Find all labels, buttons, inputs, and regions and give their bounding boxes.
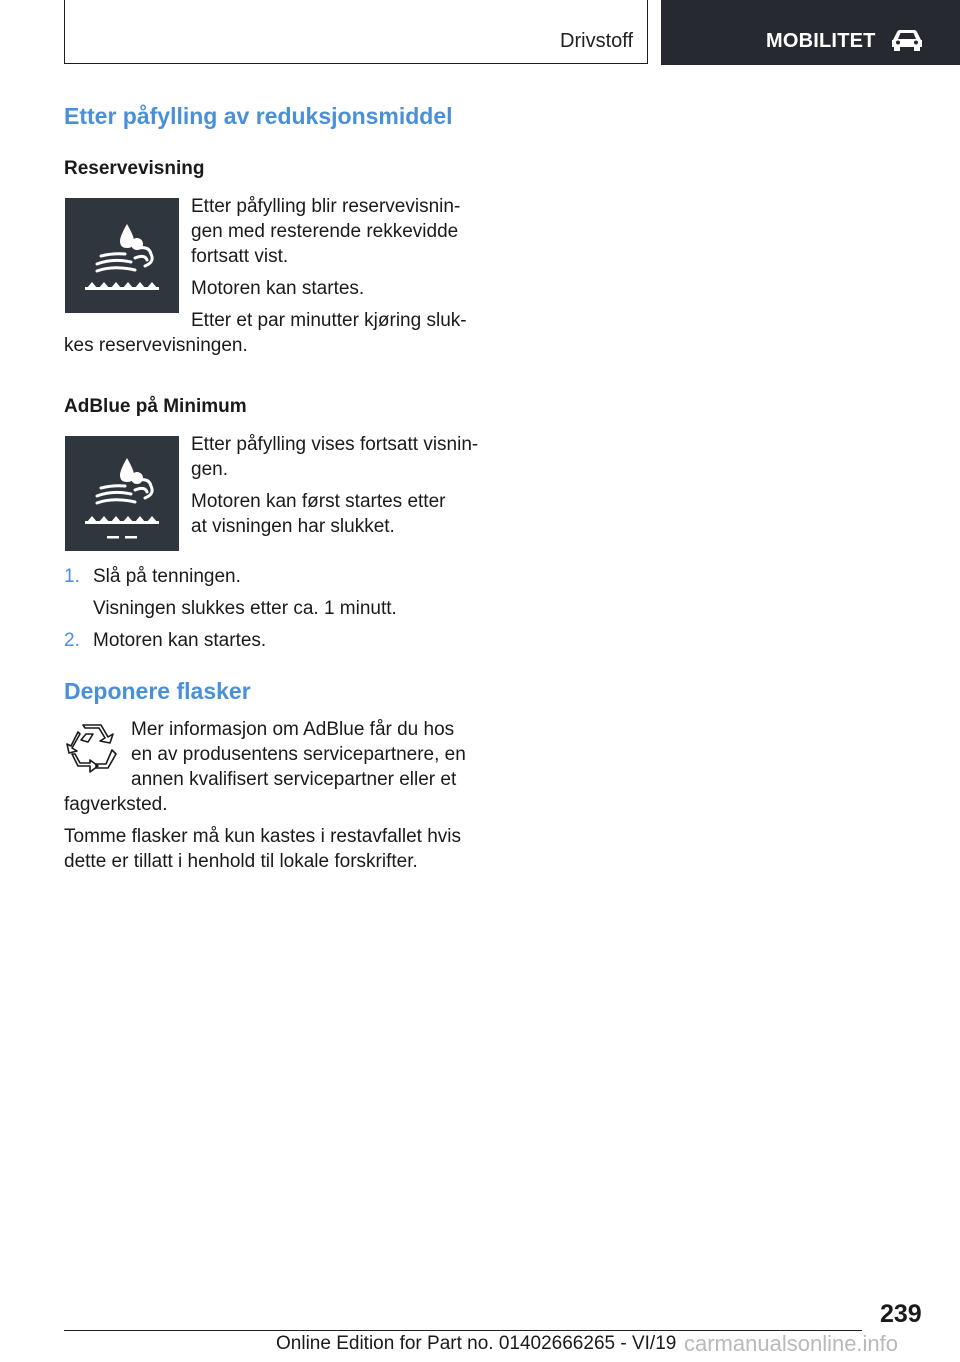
minimum-text-line-4: at visningen har slukket. [191,516,395,537]
bottles-text-line-1: Mer informasjon om AdBlue får du hos [131,719,455,740]
footer-edition: Online Edition for Part no. 01402666265 - VI/19 [276,1333,677,1354]
minimum-text-line-3: Motoren kan først startes etter [191,491,446,512]
subheading-minimum: AdBlue på Minimum [64,396,247,417]
section-title-after-refill: Etter påfylling av reduksjonsmiddel [64,103,453,129]
reserve-text-line-3: fortsatt vist. [191,246,289,267]
minimum-text-line-2: gen. [191,459,228,480]
section-title-bottles: Deponere flasker [64,678,251,704]
step-number-1: 1. [64,566,80,587]
header-section-box [661,0,960,65]
step-text-2: Motoren kan startes. [93,630,267,651]
reserve-text-line-6: kes reservevisningen. [64,335,248,356]
watermark: carmanualsonline.info [684,1331,899,1356]
reserve-text-line-2: gen med resterende rekkevidde [191,221,459,242]
reserve-text-line-4: Motoren kan startes. [191,278,365,299]
bottles-text-line-2: en av produsentens servicepartnere, en [131,744,466,765]
adblue-minimum-indicator-icon [65,436,179,551]
adblue-reserve-indicator-icon [65,198,179,313]
header-section-title: MOBILITET [766,30,876,52]
header-chapter-box [64,0,648,64]
bottles-text-line-6: dette er tillatt i henhold til lokale forskrifter. [64,851,418,872]
minimum-text-line-1: Etter påfylling vises fortsatt visnin- [191,434,479,455]
car-icon [890,28,924,52]
step-text-1: Slå på tenningen. [93,566,241,587]
reserve-text-line-1: Etter påfylling blir reservevisnin- [191,196,461,217]
header-chapter-title: Drivstoff [560,30,633,52]
page-number: 239 [880,1300,922,1328]
bottles-text-line-4: fagverksted. [64,794,168,815]
step-subtext-1: Visningen slukkes etter ca. 1 minutt. [93,598,397,619]
bottles-text-line-5: Tomme flasker må kun kastes i restavfallet hvis [64,826,462,847]
bottles-text-line-3: annen kvalifisert servicepartner eller et [131,769,457,790]
reserve-text-line-5: Etter et par minutter kjøring sluk- [191,310,467,331]
recycle-icon [66,722,118,774]
subheading-reserve: Reservevisning [64,158,205,179]
step-number-2: 2. [64,630,80,651]
